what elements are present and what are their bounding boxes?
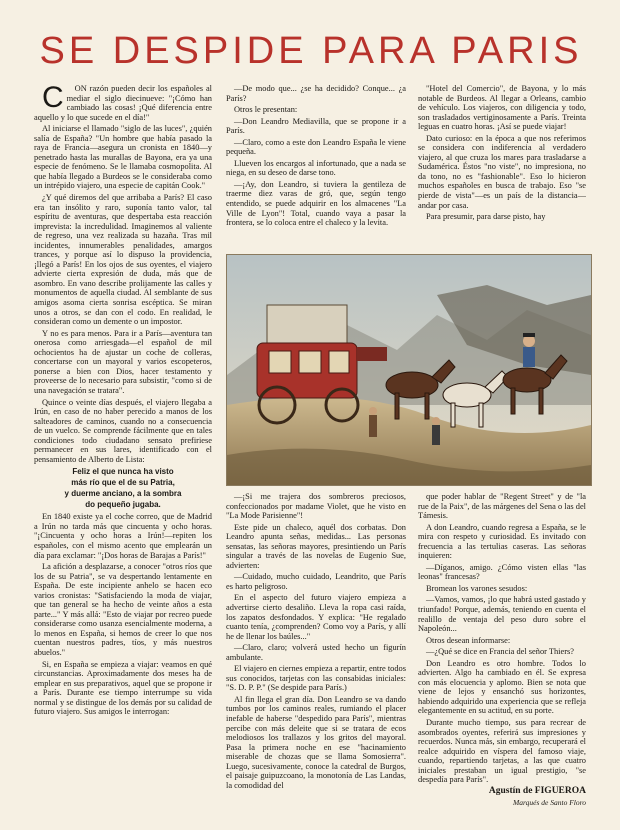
stagecoach-illustration [226, 254, 592, 486]
paragraph: Durante mucho tiempo, sus para recrear de asombrados oyentes, referirá sus impresiones y recuerdos. Nunca más, sin embargo, recuperará el realce adquirido en víspera del famoso viaje, cuando, repartiendo tarjetas, a las que cuatro iniciales prestaban un igual prestigio, "se despedía para París". [418, 718, 586, 785]
paragraph: —¡Ay, don Leandro, si tuviera la gentileza de traerme diez varas de gró, que, según tengo entendido, se puede adquirir en los almacenes "La Ville de Lyon"! Total, cuando vaya a pasar la frontera, se lo coloca entre el chaleco y la levita. [226, 179, 406, 228]
paragraph: —Díganos, amigo. ¿Cómo visten ellas "las leonas" francesas? [418, 562, 586, 582]
paragraph: Al fin llega el gran día. Don Leandro se va dando tumbos por los caminos reales, rumiando el placer inefable de haberse "despedido para París", mientras percibe con más deleite que si se tratara de ecos melodiosos los trallazos y los gritos del mayoral. Pasa la primera noche en ese "hacinamiento miserable de chozas que se llama Somosierra". Luego, sucesivamente, conoce la catedral de Burgos, el paisaje guipuzcoano, la monotonía de Las Landas, la comodidad del [226, 694, 406, 790]
article-title: SE DESPIDE PARA PARIS [39, 30, 583, 72]
paragraph: —¿Qué se dice en Francia del señor Thiers? [426, 647, 574, 657]
paragraph: C ON razón pueden decir los españoles al mediar el siglo diecinueve: "¡Cómo han cambiado las cosas! ¡Qué diferencia entre aquello y lo que sucede en el día!" [34, 84, 212, 122]
author-title: Marqués de Santo Floro [513, 798, 586, 808]
paragraph: "Hotel del Comercio", de Bayona, y lo más notable de Burdeos. Al llegar a Orleans, cambio de vehículo. Los viajeros, con diligencia y todo, son trasladados vertiginosamente a París. Treinta leguas en cuatro horas. ¡Así se puede viajar! [418, 84, 586, 132]
stagecoach-painting [227, 255, 591, 485]
paragraph: Dato curioso: en la época a que nos referimos se considera con indiferencia al verdadero viajero, al que cruza los mares para trasladarse a Sudamérica. Éstos "no viste", no impresiona, no da tono, no es "fashionable". Eso lo hicieron muchos españoles en busca de trabajo. Eso "se pierde de vista"—es un país de la distancia—andar por casa. [418, 133, 586, 210]
paragraph: Otros desean informarse: [426, 635, 511, 645]
paragraph: Bromean los varones sesudos: [426, 583, 528, 593]
paragraph: —Cuidado, mucho cuidado, Leandrito, que París es harto peligroso. [226, 572, 406, 591]
column-3-top [418, 84, 586, 250]
paragraph: Quince o veinte días después, el viajero llegaba a Irún, en caso de no haber perecido a manos de los salteadores de caminos, cuando no a consecuencia de un vuelco. Se comprende fácilmente que en tales condiciones todo ciudadano sensato prefiriese permanecer en sus lares, identificado con el pensamiento de Alberto de Lista: [34, 397, 212, 464]
column-2-top [226, 84, 406, 250]
paragraph: —Claro, claro; volverá usted hecho un figurín ambulante. [226, 643, 406, 662]
column-1 [34, 84, 212, 820]
paragraph: —Don Leandro Mediavilla, que se propone ir a París. [226, 116, 406, 136]
drop-cap: C [42, 84, 64, 114]
paragraph: —Claro, como a este don Leandro España le viene pequeña. [226, 137, 406, 157]
paragraph: Si, en España se empieza a viajar: veamos en qué circunstancias. Aproximadamente dos meses ha de emplear en sus preparativos, aquel que se propone ir a París. Durante ese tiempo interrumpe su vida normal y se distingue de los demás por su calidad de futuro viajero. Sus amigos le interrogan: [34, 659, 212, 717]
postilion-rider [523, 333, 535, 367]
paragraph: —Vamos, vamos, ¡lo que habrá usted gastado y triunfado! Porque, además, teniendo en cuenta el realillo de ventaja del peso duro sobre el Napoleón... [418, 595, 586, 634]
paragraph: Este pide un chaleco, aquél dos corbatas. Don Leandro apunta señas, medidas... Las personas sensatas, las señoras mayores, presintiendo un París singular a través de las novelas de Eugenio Sue, advierten: [226, 522, 406, 570]
paragraph: Otros le presentan: [234, 105, 298, 115]
paragraph: Al iniciarse el llamado "siglo de las luces", ¿quién salía de España? "Un hombre que había pasado la raya de Francia—asegura un cronista en 1840—y penetrado hasta las murallas de Bayona, era ya una especie de fenómeno. Se le llamaba cosmopolita. Al que había llegado a Burdeos se le consideraba como un intrépido viajero, una especie de capitán Cook." [34, 124, 212, 191]
paragraph: El viajero en ciernes empieza a repartir, entre todos sus conocidos, tarjetas con las consabidas iniciales: "S. D. P. P." (Se despide para París.) [226, 664, 406, 693]
paragraph: Llueven los encargos al infortunado, que a nada se niega, en su deseo de darse tono. [226, 158, 406, 178]
paragraph: —¡Si me trajera dos sombreros preciosos, confeccionados por madame Violet, que he visto en "La Mode Parisienne"! [226, 492, 406, 521]
paragraph: En 1840 existe ya el coche correo, que de Madrid a Irún no tarda más que cincuenta y ocho horas. "¡Cincuenta y ocho horas a Irún!—repiten los españoles, con el mismo acento que emplearán un día para exclamar: "¡Dos horas de Barajas a París!" [34, 512, 212, 560]
paragraph: Para presumir, para darse pisto, hay [426, 212, 546, 222]
column-2-bottom [226, 492, 406, 822]
verse-quote: Feliz el que nunca ha visto más río que el de su Patria, y duerme anciano, a la sombra do pequeño jugaba. [64, 467, 182, 510]
column-3-bottom [418, 492, 586, 822]
paragraph: La afición a desplazarse, a conocer "otros ríos que los de su Patria", se va despertando lentamente en España. De este incipiente anhelo se hacen eco varios cronistas: "Satisfaciendo la moda de viajar, que tan general se ha hecho de veinte años a esta parte..." Y más allá: "Esto de viajar por recreo puede considerarse como usanza esencialmente moderna, a lo menos en España, si hemos de creer lo que nos cuentan nuestros padres, tíos, y más nuestros abuelos." [34, 562, 212, 657]
paragraph: —De modo que... ¿se ha decidido? Conque... ¿a París? [226, 84, 406, 103]
paragraph: Don Leandro es otro hombre. Todos lo advierten. Algo ha cambiado en él. Se expresa con más elocuencia y aplomo. Bien se nota que viene de lejos y ensanchó sus horizontes, habiendo adquirido una experiencia que se refleja elegantemente en su actitud, en su porte. [418, 658, 586, 716]
paragraph: En el aspecto del futuro viajero empieza a advertirse cierto desaliño. Lleva la ropa casi raída, los zapatos desfondados. Y explica: "He regalado cuanto tenía, ¿comprenden? Como voy a París, y allí he de llenar los baúles..." [226, 593, 406, 641]
paragraph: ¿Y qué diremos del que arribaba a París? El caso era tan insólito y raro, suponía tanto valor, tal espíritu de aventuras, que despertaba esta reacción imprevista: la incredulidad. Imaginemos al valiente de regreso, una vez realizada su hazaña. Tras mil incidentes, innumerables penalidades, amargos trances, y porque así lo dispuso la providencia, ¡llegó a París! En los ojos de sus oyentes, el viajero advierte cierta expresión de duda, más que de asombro. En vano describe prolijamente las calles y monumentos de aquella ciudad. Al semblante de sus amigos asoma cierta sonrisa escéptica. Se miran unos a otros, se dan con el codo. En realidad, le consideran como un demente o un impostor. [34, 193, 212, 327]
paragraph: que poder hablar de "Regent Street" y de "la rue de la Paix", de las márgenes del Sena o las del Támesis. [418, 492, 586, 521]
paragraph: Y no es para menos. Para ir a París—aventura tan onerosa como arriesgada—el español de mil ochocientos ha de ajustar un coche de colleras, concertarse con un mayoral y varios escopeteros, ponerse a bien con Dios, hacer testamento y proveerse de lo necesario para subsistir, "como si de una navegación se tratara". [34, 328, 212, 395]
paragraph: A don Leandro, cuando regresa a España, se le mira con respeto y curiosidad. Es invitado con frecuencia a las tertulias caseras. Las señoras inquieren: [418, 522, 586, 561]
author-signature: Agustín de FIGUEROA [488, 785, 586, 796]
